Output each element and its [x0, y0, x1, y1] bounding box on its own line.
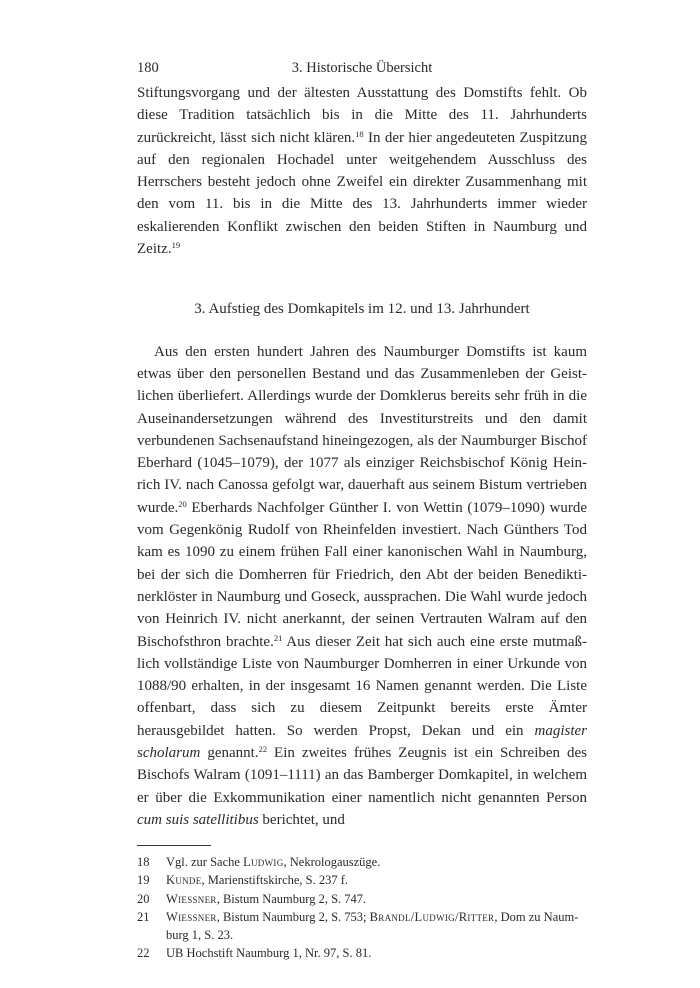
- paragraph-text: Aus dieser Zeit hat sich auch eine erste mutmaßlich vollständige Liste von Naumburger Domherren in einer Urkunde von 1088/90 erhalten, in der insgesamt 16 Namen genannt werden. Die Liste offenbart, dass sich zu diesem Zeitpunkt bereits erste Ämter herausgebildet hatten. So werden Propst, Dekan und ein: [137, 633, 587, 739]
- top-paragraph: [137, 82, 587, 260]
- paragraph-text: Stiftungsvorgang und der ältesten Ausstattung des Domstifts fehlt. Ob diese Tradition tatsächlich bis in die Mitte des 11. Jahrhunderts zurückreicht, lässt sich nicht klären.: [137, 85, 587, 146]
- footnote: [137, 890, 587, 908]
- running-header: [137, 60, 587, 82]
- footnote-divider: [137, 845, 211, 846]
- author-name: Ludwig: [243, 855, 284, 870]
- footnote: [137, 944, 587, 962]
- footnote: [137, 871, 587, 889]
- footnote-text: , Bistum Naumburg 2, S. 753;: [216, 909, 370, 924]
- footnote-text: , Marienstiftskirche, S. 237 f.: [201, 873, 349, 888]
- paragraph-text: berichtet, und: [258, 811, 345, 828]
- footnote-ref[interactable]: 19: [171, 240, 181, 251]
- paragraph-text: Aus den ersten hundert Jahren des Naumburger Domstifts ist kaum etwas über den personellen Bestand und das Zusammenleben der Geistlichen überliefert. Allerdings wurde der Domklerus bereits sehr früh in die Auseinandersetzungen während des Investiturstreits und den damit verbundenen Sachsenaufstand hineingezogen, als der Naumburger Bischof Eberhard (1045–1079), der 1077 als einziger Reichsbischof König Heinrich IV. nach Canossa gefolgt war, dauerhaft aus seinem Bistum vertrieben wurde.: [137, 343, 587, 516]
- paragraph-text: In der hier angedeuteten Zuspitzung auf den regionalen Hochadel unter weitgehendem Ausschluss des Herrschers besteht jedoch ohne Zweifel ein direkter Zusammenhang mit den vom 11. bis in die Mitte des 13. Jahrhunderts immer wieder eskalierenden Konflikt zwischen den beiden Stiften in Naumburg und Zeitz.: [137, 129, 587, 258]
- running-title: 3. Historische Übersicht: [291, 60, 433, 76]
- footnote-number: 18: [137, 855, 150, 870]
- footnote-ref[interactable]: 18: [355, 128, 364, 139]
- body-text: [137, 82, 587, 831]
- footnote: [137, 908, 587, 944]
- latin-term: cum suis satellitibus: [137, 811, 259, 828]
- paragraph-text: Ein zweites frühes Zeugnis ist ein Schreiben des Bischofs Walram (1091–1111) an das Bamberger Domkapitel, in welchem er über die Exkommunikation einer namentlich nicht genannten Person: [137, 745, 587, 806]
- footnote-text: , Bistum Naumburg 2, S. 747.: [216, 891, 367, 906]
- author-name: Wiessner: [166, 891, 217, 906]
- footnote-number: 21: [137, 909, 150, 924]
- author-name: Wiessner: [166, 909, 217, 924]
- footnote-text: Vgl. zur Sache: [166, 855, 244, 870]
- footnotes: [137, 853, 587, 962]
- author-name: Kunde: [166, 873, 202, 888]
- footnote-number: 20: [137, 891, 150, 906]
- latin-term: magister scholarum: [137, 722, 587, 762]
- footnote-number: 19: [137, 873, 150, 888]
- footnote-text: , Nekrologauszüge.: [283, 855, 381, 870]
- footnote-text: UB Hochstift Naumburg 1, Nr. 97, S. 81.: [166, 946, 372, 961]
- footnote-text: , Dom zu Naumburg 1, S. 23.: [166, 909, 579, 943]
- footnote-ref[interactable]: 20: [178, 498, 187, 509]
- footnote: [137, 853, 587, 871]
- section-heading: 3. Aufstieg des Domkapitels im 12. und 13. Jahrhundert: [194, 301, 530, 318]
- paragraph-text: genannt.: [200, 745, 259, 762]
- footnote-ref[interactable]: 22: [258, 744, 268, 755]
- author-name: Brandl/Ludwig/Ritter: [369, 909, 495, 924]
- footnote-number: 22: [137, 946, 150, 961]
- page-number: 180: [137, 60, 159, 76]
- paragraph-text: Eberhards Nachfolger Günther I. von Wettin (1079–1090) wurde vom Gegenkönig Rudolf von Rheinfelden investiert. Nach Günthers Tod kam es 1090 zu einem frühen Fall einer kanonischen Wahl in Naumburg, bei der sich die Domherren für Friedrich, den Abt der beiden Benediktinerklöster in Naumburg und Goseck, aussprachen. Die Wahl wurde jedoch von Heinrich IV. nicht anerkannt, der seinen Vertrauten Walram auf den Bischofsthron brachte.: [137, 499, 587, 650]
- main-paragraph: [137, 341, 587, 832]
- footnote-ref[interactable]: 21: [273, 632, 283, 643]
- page: [137, 60, 587, 962]
